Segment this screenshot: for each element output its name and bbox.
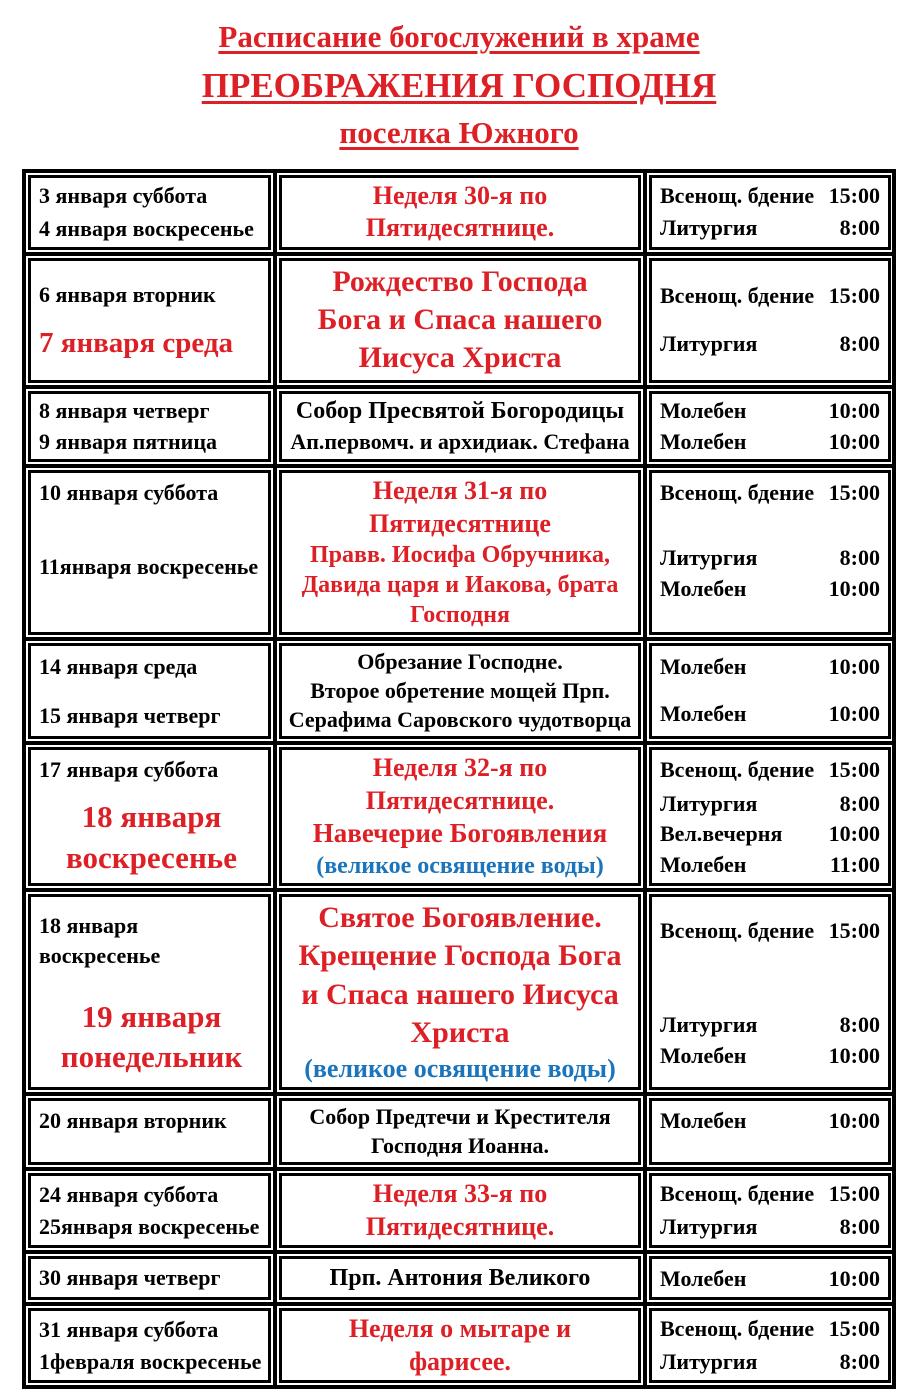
date-line: 4 января воскресенье (39, 215, 254, 241)
date-line: 11января воскресенье (39, 554, 259, 580)
date-line: 24 января суббота (39, 1181, 219, 1207)
column-divider (273, 389, 277, 465)
service-entry (660, 819, 880, 850)
service-entry (660, 916, 880, 947)
date-line: 14 января среда (39, 654, 198, 680)
service-time: 8:00 (839, 1213, 880, 1239)
service-entry (660, 329, 880, 360)
feast-line: Пятидесятнице. (365, 1211, 555, 1241)
column-divider (273, 468, 277, 637)
column-divider (273, 256, 277, 385)
service-entry (660, 478, 880, 509)
column-divider (273, 892, 277, 1092)
service-name: Молебен (660, 1042, 747, 1068)
spacer (660, 509, 880, 543)
table-row (26, 1092, 892, 1167)
date-line: 8 января четверг (39, 398, 210, 424)
date-cell (28, 894, 271, 1090)
feast-cell (279, 747, 641, 886)
feast-line: Пятидесятнице (369, 508, 551, 538)
services-cell (649, 894, 891, 1090)
feast-line-note: (великое освящение воды) (304, 1053, 616, 1083)
service-entry (660, 181, 880, 212)
feast-cell (279, 894, 641, 1090)
feast-cell (279, 643, 641, 739)
column-divider (643, 1254, 647, 1302)
service-time: 10:00 (828, 1108, 880, 1134)
service-time: 15:00 (828, 1181, 880, 1207)
service-name: Литургия (660, 215, 758, 241)
date-line-highlight: 7 января среда (39, 327, 234, 360)
feast-line: Правв. Иосифа Обручника, (309, 542, 611, 569)
date-line: 25января воскресенье (39, 1214, 260, 1240)
date-cell (28, 1173, 271, 1248)
column-divider (273, 1306, 277, 1385)
feast-line: Второе обретение мощей Прп. (310, 678, 610, 704)
service-name: Молебен (660, 1108, 747, 1134)
column-divider (273, 745, 277, 888)
service-name: Литургия (660, 790, 758, 816)
service-time: 8:00 (839, 1348, 880, 1374)
service-name: Молебен (660, 852, 747, 878)
spacer (39, 971, 264, 997)
feast-line: Неделя 31-я по (372, 476, 548, 506)
service-name: Литургия (660, 331, 758, 357)
feast-line: Навечерие Богоявления (312, 818, 608, 849)
feast-cell (279, 1173, 641, 1248)
schedule-table (22, 169, 896, 1389)
feast-cell (279, 1256, 641, 1300)
service-time: 10:00 (828, 701, 880, 727)
feast-line: и Спаса нашего Иисуса (301, 977, 619, 1011)
feast-line: Святое Богоявление. (318, 900, 602, 934)
feast-line: Пятидесятнице. (365, 785, 555, 815)
column-divider (643, 892, 647, 1092)
date-cell (28, 258, 271, 383)
service-time: 10:00 (828, 397, 880, 423)
service-time: 10:00 (828, 576, 880, 602)
feast-line: Христа (410, 1016, 510, 1050)
service-time: 10:00 (828, 1042, 880, 1068)
column-divider (643, 173, 647, 252)
feast-line: Неделя 33-я по (372, 1179, 548, 1209)
feast-line: Серафима Саровского чудотворца (288, 706, 632, 732)
feast-line: Рождество Господа (332, 264, 588, 298)
column-divider (643, 1096, 647, 1167)
service-entry (660, 1314, 880, 1345)
service-name: Литургия (660, 545, 758, 571)
service-entry (660, 396, 880, 427)
spacer (39, 508, 264, 552)
service-time: 15:00 (828, 480, 880, 506)
feast-line-note: (великое освящение воды) (316, 852, 604, 879)
service-entry (660, 652, 880, 683)
service-name: Всенощ. бдение (660, 480, 815, 506)
feast-line: Бога и Спаса нашего (317, 303, 603, 337)
service-entry (660, 1179, 880, 1210)
feast-cell (279, 1098, 641, 1165)
services-cell (649, 1308, 891, 1383)
column-divider (643, 745, 647, 888)
feast-line: Пятидесятнице. (365, 213, 555, 243)
date-cell (28, 391, 271, 463)
feast-cell (279, 391, 641, 463)
table-row (26, 173, 892, 252)
service-name: Всенощ. бдение (660, 757, 815, 783)
service-time: 8:00 (839, 545, 880, 571)
service-name: Вел.вечерня (660, 821, 783, 847)
service-entry (660, 574, 880, 605)
service-time: 8:00 (839, 215, 880, 241)
service-time: 10:00 (828, 1266, 880, 1292)
table-row (26, 741, 892, 888)
table-row (26, 637, 892, 741)
service-name: Всенощ. бдение (660, 282, 815, 308)
date-cell (28, 1308, 271, 1383)
date-line: 18 января воскресенье (39, 913, 161, 968)
date-line: 31 января суббота (39, 1316, 219, 1342)
date-line: 20 января вторник (39, 1108, 227, 1134)
service-name: Всенощ. бдение (660, 1181, 815, 1207)
feast-line: Иисуса Христа (358, 341, 562, 375)
date-line: 9 января пятница (39, 429, 218, 455)
service-name: Молебен (660, 654, 747, 680)
feast-line: Крещение Господа Бога (298, 939, 622, 973)
service-entry (660, 1212, 880, 1243)
service-entry (660, 427, 880, 458)
service-time: 15:00 (828, 1316, 880, 1342)
services-cell (649, 747, 891, 886)
services-cell (649, 470, 891, 635)
service-name: Молебен (660, 576, 747, 602)
date-cell (28, 747, 271, 886)
feast-cell (279, 175, 641, 250)
service-time: 15:00 (828, 282, 880, 308)
service-entry (660, 789, 880, 820)
column-divider (273, 641, 277, 741)
title-line-2: ПРЕОБРАЖЕНИЯ ГОСПОДНЯ (201, 65, 717, 105)
service-entry (660, 281, 880, 312)
column-divider (273, 1254, 277, 1302)
spacer (39, 1077, 264, 1085)
feast-line: Прп. Антония Великого (329, 1264, 591, 1291)
service-time: 8:00 (839, 790, 880, 816)
date-line: 15 января четверг (39, 702, 221, 728)
feast-line: Собор Пресвятой Богородицы (295, 398, 625, 425)
services-cell (649, 1098, 891, 1165)
service-name: Всенощ. бдение (660, 1316, 815, 1342)
title-line-1: Расписание богослужений в храме (218, 19, 700, 54)
date-line-highlight: 19 января понедельник (60, 998, 243, 1074)
table-row (26, 1167, 892, 1250)
service-name: Молебен (660, 701, 747, 727)
services-cell (649, 175, 891, 250)
feast-line: Обрезание Господне. (357, 649, 563, 675)
column-divider (273, 1171, 277, 1250)
column-divider (643, 641, 647, 741)
service-entry (660, 1106, 880, 1137)
feast-line: фарисее. (409, 1346, 511, 1376)
feast-line: Давида царя и Иакова, брата Господня (301, 572, 619, 629)
service-entry (660, 543, 880, 574)
title-line-3: поселка Южного (339, 115, 579, 151)
service-name: Литургия (660, 1011, 758, 1037)
service-name: Молебен (660, 397, 747, 423)
date-line: 1февраля воскресенье (39, 1349, 262, 1375)
column-divider (643, 1306, 647, 1385)
service-name: Литургия (660, 1213, 758, 1239)
service-entry (660, 1041, 880, 1072)
date-cell (28, 643, 271, 739)
feast-line: Неделя о мытаре и (348, 1314, 572, 1344)
service-time: 11:00 (829, 852, 880, 878)
spacer (39, 582, 264, 631)
date-line: 17 января суббота (39, 757, 219, 783)
column-divider (643, 468, 647, 637)
date-cell (28, 1098, 271, 1165)
service-entry (660, 213, 880, 244)
table-row (26, 385, 892, 465)
spacer (39, 785, 264, 797)
column-divider (643, 1171, 647, 1250)
date-line: 6 января вторник (39, 281, 216, 307)
service-time: 8:00 (839, 1011, 880, 1037)
date-cell (28, 1256, 271, 1300)
feast-line: Ап.первомч. и архидиак. Стефана (290, 429, 630, 455)
services-cell (649, 391, 891, 463)
service-entry (660, 1010, 880, 1041)
feast-cell (279, 258, 641, 383)
date-line: 30 января четверг (39, 1265, 221, 1291)
service-time: 15:00 (828, 182, 880, 208)
spacer (39, 902, 264, 911)
services-cell (649, 1173, 891, 1248)
services-cell (649, 1256, 891, 1300)
services-cell (649, 643, 891, 739)
column-divider (273, 1096, 277, 1167)
service-entry (660, 755, 880, 786)
spacer (660, 946, 880, 1009)
service-name: Молебен (660, 428, 747, 454)
service-time: 8:00 (839, 331, 880, 357)
table-row (26, 888, 892, 1092)
service-entry (660, 850, 880, 881)
feast-line: Неделя 32-я по (372, 753, 548, 783)
date-line: 3 января суббота (39, 183, 208, 209)
date-cell (28, 175, 271, 250)
table-row (26, 252, 892, 385)
service-entry (660, 1347, 880, 1378)
service-time: 10:00 (828, 428, 880, 454)
feast-cell (279, 470, 641, 635)
service-time: 15:00 (828, 917, 880, 943)
service-time: 10:00 (828, 821, 880, 847)
column-divider (273, 173, 277, 252)
feast-line: Неделя 30-я по (372, 180, 548, 210)
services-cell (649, 258, 891, 383)
spacer (39, 878, 264, 881)
table-row (26, 464, 892, 637)
service-time: 15:00 (828, 757, 880, 783)
service-entry (660, 699, 880, 730)
spacer (660, 902, 880, 916)
service-time: 10:00 (828, 654, 880, 680)
column-divider (643, 389, 647, 465)
service-name: Молебен (660, 1266, 747, 1292)
service-name: Литургия (660, 1348, 758, 1374)
spacer (660, 605, 880, 631)
table-row (26, 1250, 892, 1302)
service-name: Всенощ. бдение (660, 917, 815, 943)
date-cell (28, 470, 271, 635)
page-title (0, 0, 918, 157)
column-divider (643, 256, 647, 385)
spacer (660, 1071, 880, 1085)
feast-line: Собор Предтечи и Крестителя (309, 1104, 611, 1130)
service-name: Всенощ. бдение (660, 182, 815, 208)
date-line: 10 января суббота (39, 480, 219, 506)
table-row (26, 1302, 892, 1385)
feast-line: Господня Иоанна. (370, 1132, 550, 1158)
feast-cell (279, 1308, 641, 1383)
date-line-highlight: 18 января воскресенье (66, 799, 237, 875)
